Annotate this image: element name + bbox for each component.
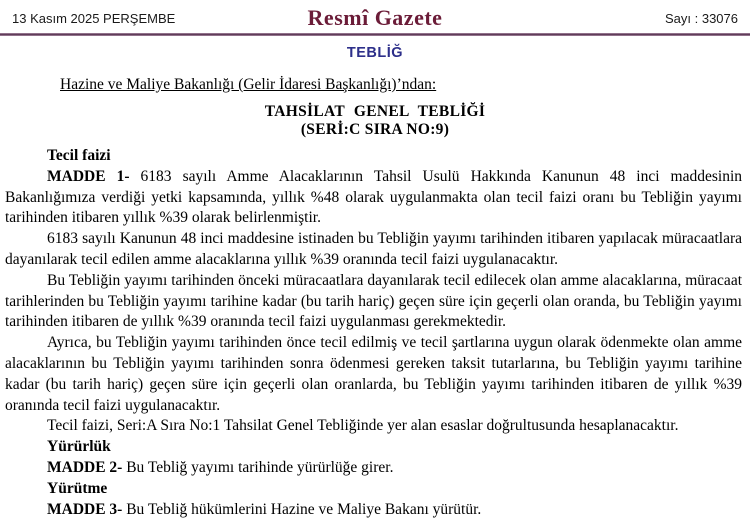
paragraph: [5, 271, 742, 333]
notice-title: TAHSİLAT GENEL TEBLİĞİ: [264, 103, 486, 120]
paragraph: [5, 458, 742, 479]
paragraph-text: Bu Tebliğ yayımı tarihinde yürürlüğe girer.: [126, 458, 394, 476]
paragraph-text: Bu Tebliğin yayımı tarihinden önceki müracaatlara dayanılarak tecil edilecek olan amme alacaklarına, müracaat tarihlerinden bu Tebliğin yayımı tarihine kadar (bu tarih hariç) geçen süre için geçerli olan oranda, bu Tebliğin yayımı tarihinden itibaren de yıllık %39 oranında tecil faizi uygulanması gerekmektedir.: [5, 271, 742, 331]
notice-subtitle: (SERİ:C SIRA NO:9): [300, 121, 450, 138]
masthead-title: Resmî Gazete: [307, 5, 443, 30]
masthead-date: 13 Kasım 2025 PERŞEMBE: [12, 10, 176, 26]
paragraph: [5, 167, 742, 229]
section-heading: Tecil faizi: [47, 147, 111, 164]
paragraph-text: Tecil faizi, Seri:A Sıra No:1 Tahsilat Genel Tebliğinde yer alan esaslar doğrultusunda hesaplanacaktır.: [47, 417, 679, 435]
section-heading: Yürütme: [47, 479, 108, 497]
header-divider: [0, 33, 750, 36]
paragraph: [5, 333, 742, 416]
article-lead: MADDE 2-: [47, 458, 123, 476]
document-body: [5, 146, 742, 520]
masthead-row: [0, 0, 750, 33]
article-lead: MADDE 1-: [47, 167, 130, 185]
paragraph: [5, 500, 742, 520]
section-heading: Yürürlük: [47, 438, 111, 456]
paragraph-text: 6183 sayılı Amme Alacaklarının Tahsil Usulü Hakkında Kanunun 48 inci maddesinin Bakanlığımıza verdiği yetki kapsamında, yıllık %48 olarak uygulanmakta olan tecil faizi oranı bu Tebliğin yayımı tarihinden itibaren yıllık %39 olarak belirlenmiştir.: [5, 167, 743, 227]
paragraph-text: Ayrıca, bu Tebliğin yayımı tarihinden önce tecil edilmiş ve tecil şartlarına uygun olarak ödenmekte olan amme alacaklarının bu Tebliğin yayımı tarihinden sonra ödenmesi gereken taksit tutarlarına, bu Tebliğin yayımı tarihine kadar (bu tarih hariç) geçen süre için geçerli olan oranlarda, bu Tebliğin yayımı tarihinden itibaren de yıllık %39 oranında tecil faizi uygulanacaktır.: [5, 334, 742, 414]
masthead-issue-number: Sayı : 33076: [665, 10, 738, 26]
article-lead: MADDE 3-: [47, 500, 123, 518]
paragraph: [5, 416, 742, 437]
issuing-authority-line: Hazine ve Maliye Bakanlığı (Gelir İdaresi Başkanlığı)’ndan:: [60, 76, 437, 93]
section-label: TEBLİĞ: [346, 45, 404, 61]
paragraph: [5, 229, 742, 271]
paragraph-text: 6183 sayılı Kanunun 48 inci maddesine istinaden bu Tebliğin yayımı tarihinden itibaren yapılacak müracaatlara dayanılarak tecil edilen amme alacaklarına yıllık %39 oranında tecil faizi uygulanacaktır.: [5, 230, 742, 268]
paragraph-text: Bu Tebliğ hükümlerini Hazine ve Maliye Bakanı yürütür.: [126, 500, 482, 518]
